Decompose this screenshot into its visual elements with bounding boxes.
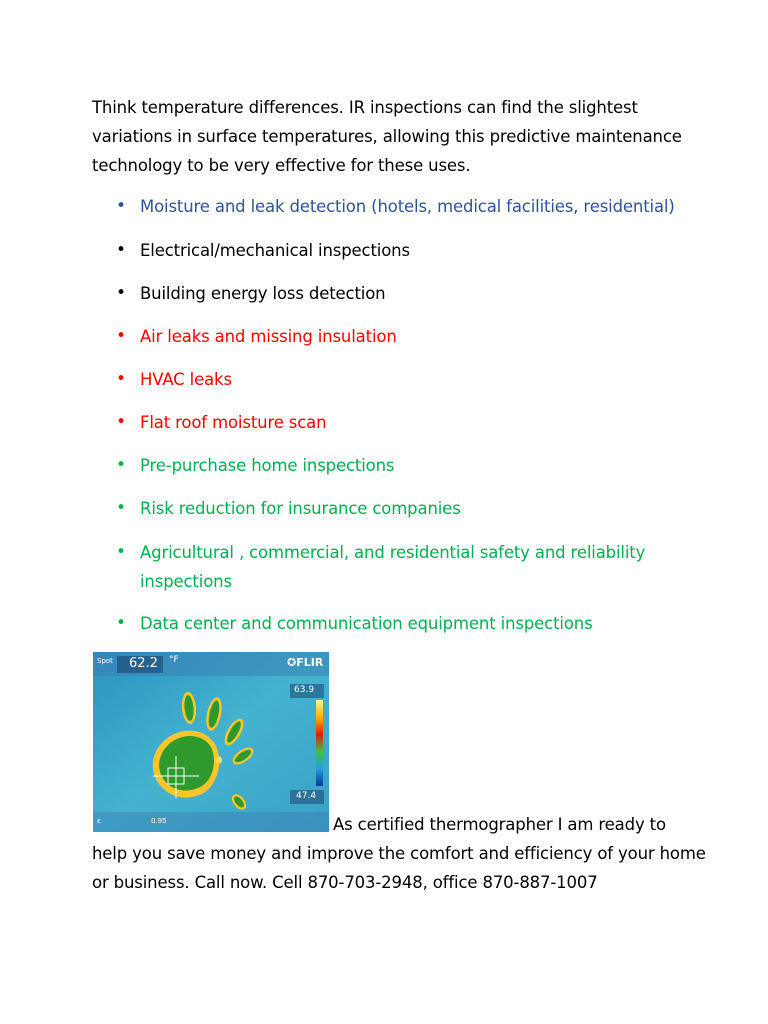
bullet-icon: •	[116, 542, 126, 562]
emissivity-value: 0.95	[151, 817, 167, 825]
bullet-icon: •	[116, 326, 126, 346]
flir-logo-icon: ✪	[287, 656, 297, 669]
list-item-text: Moisture and leak detection (hotels, medical facilities, residential)	[140, 197, 675, 216]
scale-max: 63.9	[294, 685, 315, 695]
list-item-text: Pre-purchase home inspections	[140, 456, 395, 475]
flir-logo-text: FLIR	[296, 656, 324, 669]
flir-logo	[287, 656, 323, 669]
bullet-icon: •	[116, 283, 126, 303]
list-item	[116, 192, 676, 221]
bullet-icon: •	[116, 498, 126, 518]
closing-first-line: As certified thermographer I am ready to	[333, 815, 666, 834]
bullet-icon: •	[116, 196, 126, 216]
temperature-unit: °F	[169, 655, 179, 665]
bullet-icon: •	[116, 455, 126, 475]
list-item-text: Data center and communication equipment inspections	[140, 614, 593, 633]
list-item-text: Air leaks and missing insulation	[140, 327, 397, 346]
emissivity-label: ε	[97, 817, 101, 825]
bullet-icon: •	[116, 369, 126, 389]
closing-paragraph	[92, 810, 712, 897]
list-item	[116, 236, 676, 265]
closing-rest: help you save money and improve the comfort and efficiency of your home or business. Call now. Cell 870-703-2948, office 870-887-1007	[92, 844, 706, 892]
list-item	[116, 609, 676, 638]
list-item-text: Risk reduction for insurance companies	[140, 499, 461, 518]
bullet-icon: •	[116, 613, 126, 633]
list-item-text: Building energy loss detection	[140, 284, 386, 303]
list-item	[116, 279, 676, 308]
list-item-text: HVAC leaks	[140, 370, 232, 389]
list-item-text: Flat roof moisture scan	[140, 413, 327, 432]
thermal-hand-picture	[93, 652, 329, 832]
list-item-text: Electrical/mechanical inspections	[140, 241, 410, 260]
list-item	[116, 365, 676, 394]
thermal-image	[93, 652, 329, 832]
list-item	[116, 408, 676, 437]
list-item	[116, 538, 676, 596]
list-item-text: Agricultural , commercial, and residential safety and reliability inspections	[140, 543, 646, 591]
intro-paragraph: Think temperature differences. IR inspections can find the slightest variations in surface temperatures, allowing this predictive maintenance technology to be very effective for these uses.	[92, 98, 682, 175]
spot-label: Spot	[97, 657, 113, 665]
list-item	[116, 494, 676, 523]
bullet-icon: •	[116, 412, 126, 432]
list-item	[116, 322, 676, 351]
list-item	[116, 451, 676, 480]
scale-min: 47.4	[296, 791, 317, 801]
bullet-icon: •	[116, 240, 126, 260]
spot-temperature: 62.2	[129, 656, 158, 671]
